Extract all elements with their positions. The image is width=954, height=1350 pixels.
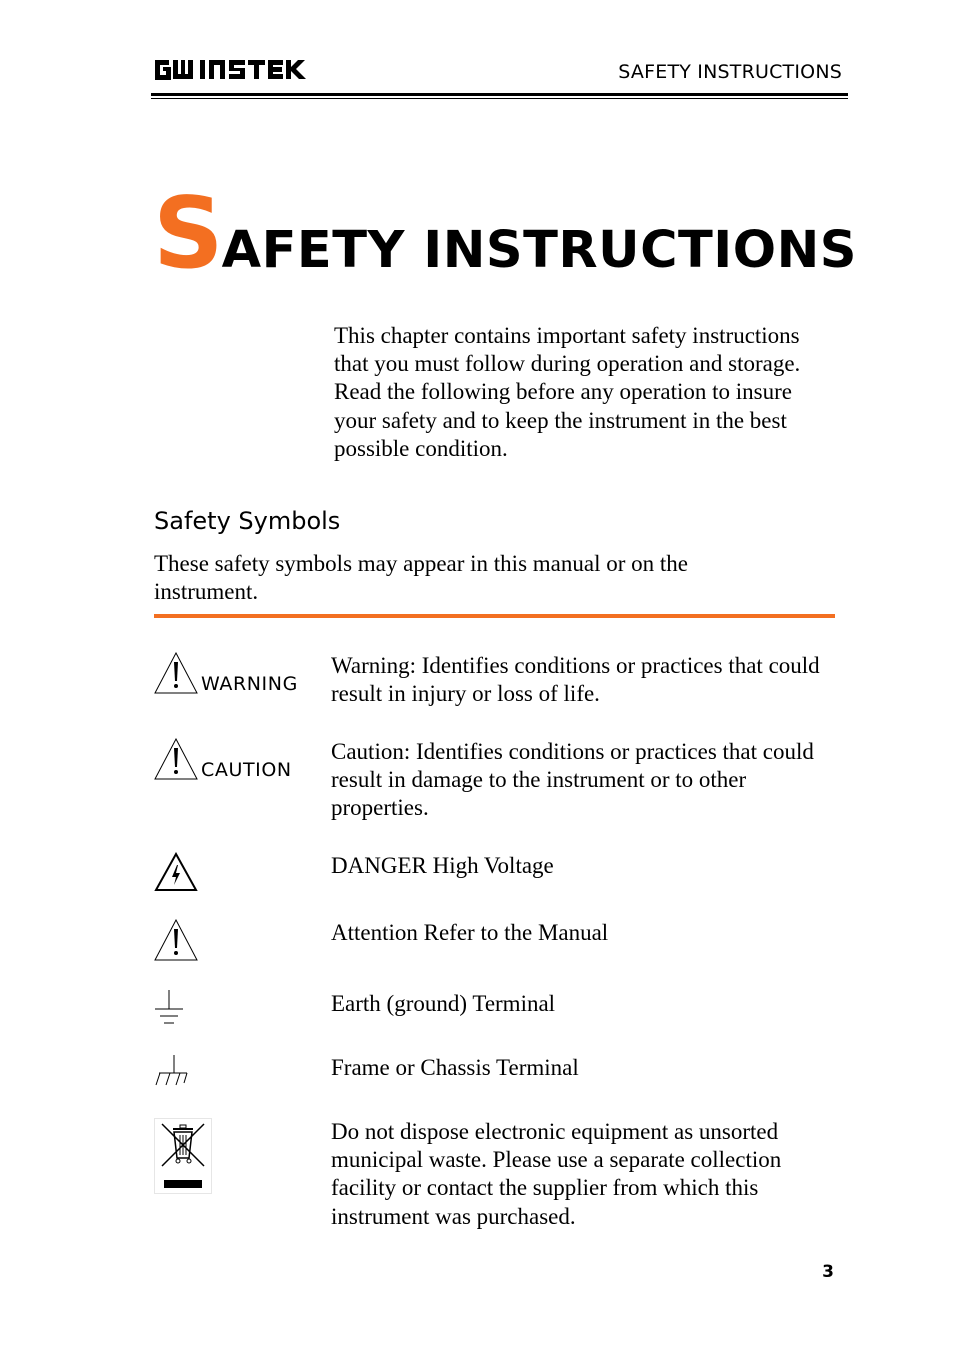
chapter-title-rest: AFETY INSTRUCTIONS xyxy=(221,221,858,280)
symbol-text-weee: Do not dispose electronic equipment as unsorted municipal waste. Please use a separate collection facility or contact the supplier from which this instrument was purchased. xyxy=(331,1119,782,1229)
page-number: 3 xyxy=(822,1262,834,1282)
symbol-text-earth: Earth (ground) Terminal xyxy=(331,991,556,1016)
chapter-title-initial: S xyxy=(153,177,222,291)
symbol-text-chassis: Frame or Chassis Terminal xyxy=(331,1055,579,1080)
header-section-title: SAFETY INSTRUCTIONS xyxy=(618,61,842,83)
chapter-intro: This chapter contains important safety instructions that you must follow during operation and storage. Read the following before any operation to insure your safety and to keep the instrument in the best possible condition. xyxy=(334,323,801,461)
attention-icon xyxy=(154,919,198,961)
section-divider xyxy=(154,614,835,618)
chapter-title xyxy=(153,177,858,291)
weee-bin-icon xyxy=(154,1118,212,1194)
warning-triangle-icon xyxy=(154,652,198,694)
symbol-text-high-voltage: DANGER High Voltage xyxy=(331,853,554,878)
section-heading: Safety Symbols xyxy=(154,507,341,535)
symbol-label-warning: WARNING xyxy=(201,673,298,695)
header-rule-thin xyxy=(151,98,848,99)
chassis-terminal-icon xyxy=(154,1054,190,1088)
gw-instek-logo xyxy=(153,56,325,84)
caution-triangle-icon xyxy=(154,738,198,780)
header-rule xyxy=(151,93,848,96)
earth-ground-icon xyxy=(154,990,186,1026)
section-description: These safety symbols may appear in this manual or on the instrument. xyxy=(154,551,688,605)
symbol-label-caution: CAUTION xyxy=(201,759,292,781)
symbol-text-attention: Attention Refer to the Manual xyxy=(331,920,609,945)
symbol-text-caution: Caution: Identifies conditions or practices that could result in damage to the instrument or to other properties. xyxy=(331,739,814,821)
high-voltage-icon xyxy=(154,852,198,892)
symbol-text-warning: Warning: Identifies conditions or practices that could result in injury or loss of life. xyxy=(331,653,820,707)
